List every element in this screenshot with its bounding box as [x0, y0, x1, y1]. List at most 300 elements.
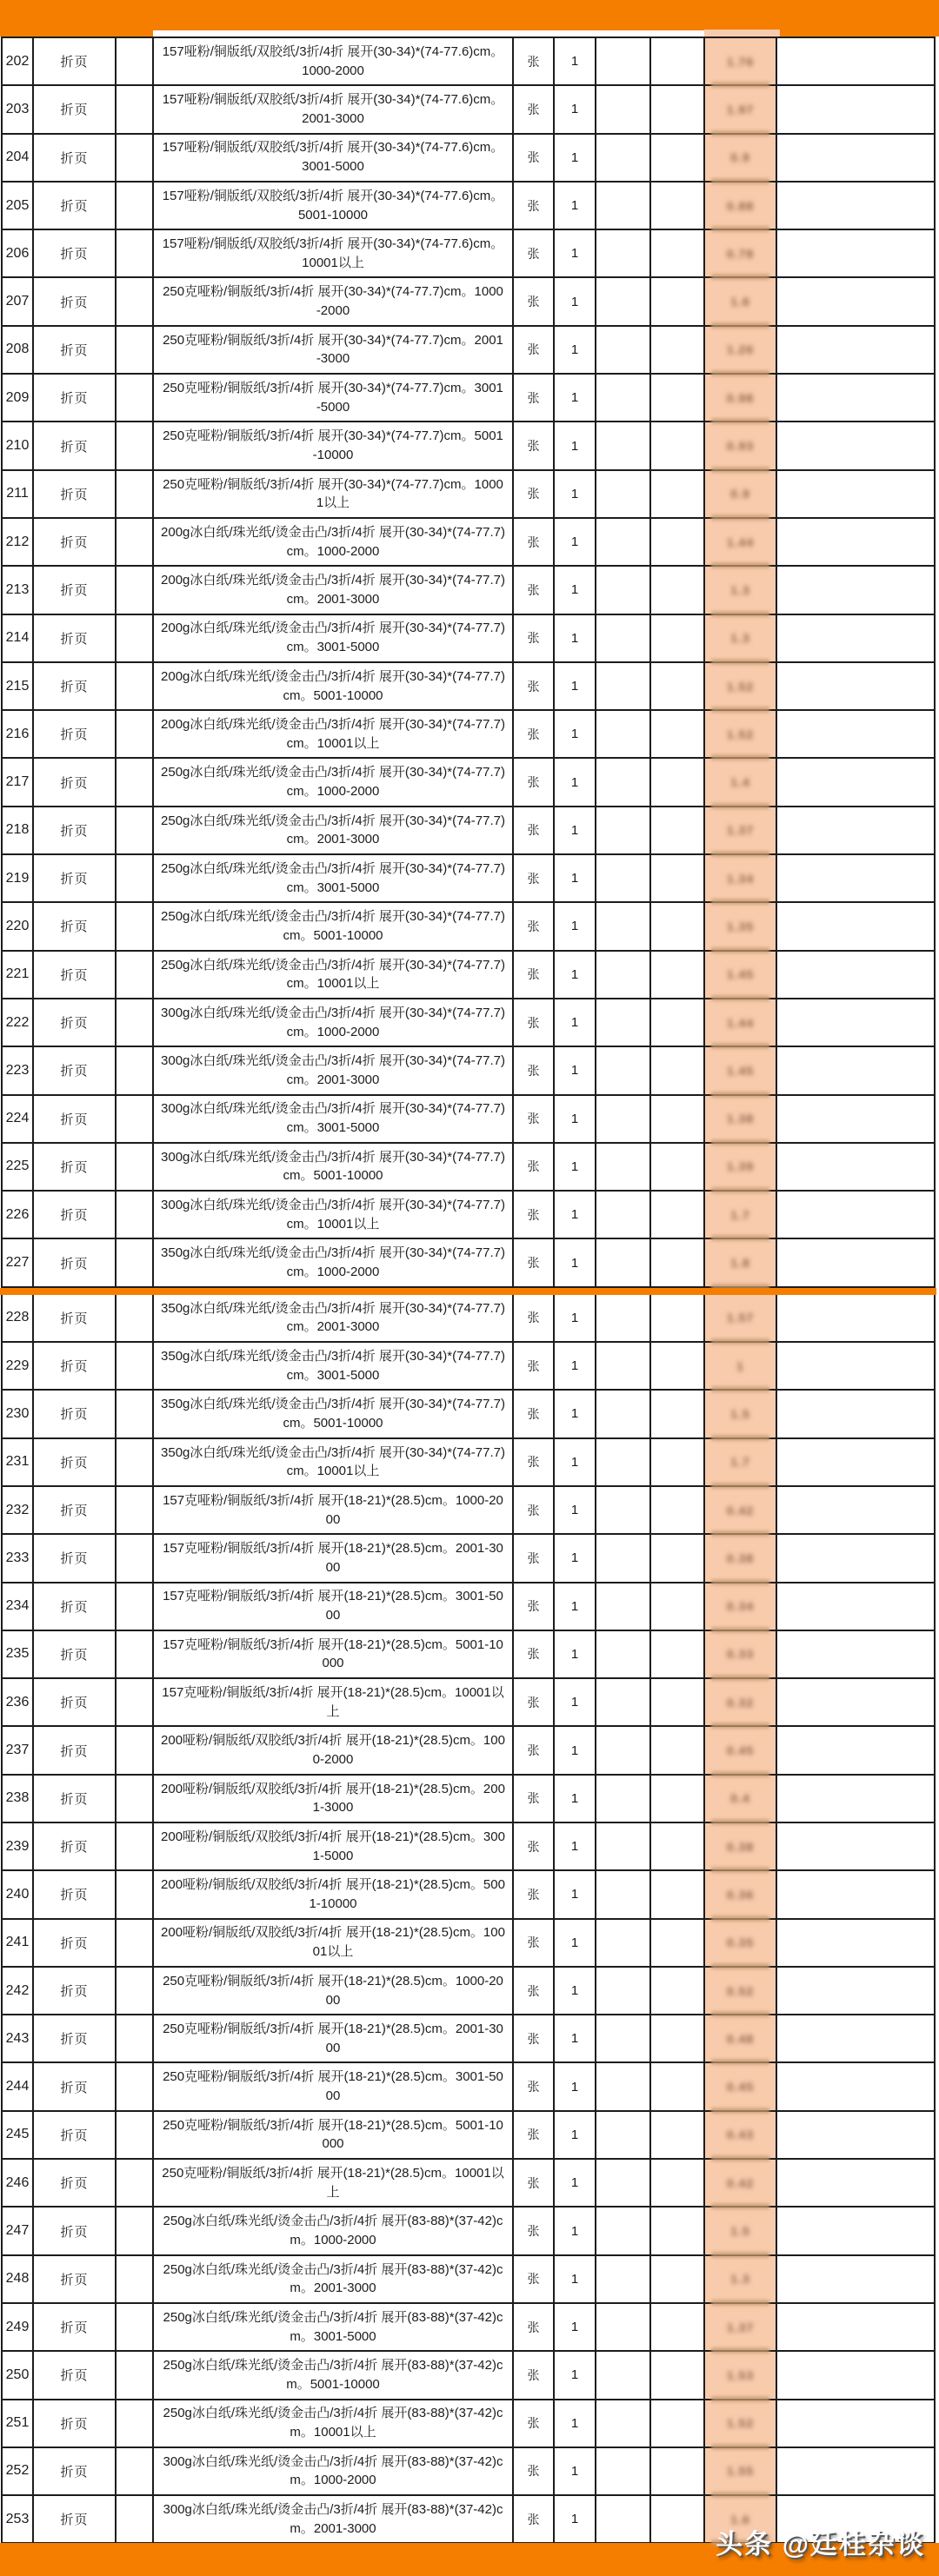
empty-cell: [117, 2496, 154, 2542]
quantity-cell: 1: [555, 2496, 596, 2542]
quantity-cell: 1: [555, 1583, 596, 1630]
price-mosaic-smudge: [711, 1915, 769, 1922]
empty-cell: [596, 2304, 651, 2350]
price-text-blurred: 1.5: [730, 1406, 750, 1421]
price-cell: [705, 2160, 777, 2206]
table-row: [3, 1144, 934, 1192]
empty-cell: [777, 1871, 934, 1917]
category-cell: 折页: [34, 855, 117, 901]
price-mosaic-smudge: [711, 1627, 769, 1633]
empty-cell: [651, 2112, 705, 2158]
table-row: [3, 1583, 934, 1631]
row-number-cell: 242: [3, 1968, 34, 2014]
row-number-cell: 217: [3, 759, 34, 805]
price-mosaic-smudge: [711, 467, 769, 473]
empty-cell: [777, 519, 934, 565]
unit-cell: 张: [514, 1776, 555, 1822]
empty-cell: [777, 375, 934, 421]
description-text: 200g冰白纸/珠光纸/烫金击凸/3折/4折 展开(30-34)*(74-77.7)cm。3001-5000: [161, 621, 505, 655]
price-mosaic-smudge: [711, 1771, 769, 1777]
category-cell: 折页: [34, 1047, 117, 1093]
empty-cell: [596, 999, 651, 1046]
quantity-cell: 1: [555, 2112, 596, 2158]
price-mosaic-smudge: [711, 1867, 769, 1873]
price-text-blurred: 0.52: [726, 1983, 755, 1998]
description-text: 300g冰白纸/珠光纸/烫金击凸/3折/4折 展开(83-88)*(37-42)cm。1000-2000: [163, 2453, 503, 2488]
empty-cell: [651, 135, 705, 181]
description-text: 250g冰白纸/珠光纸/烫金击凸/3折/4折 展开(83-88)*(37-42)cm。10001以上: [163, 2406, 503, 2440]
quantity-cell: 1: [555, 1343, 596, 1389]
empty-cell: [596, 2160, 651, 2206]
price-mosaic-smudge: [711, 1723, 769, 1729]
description-text: 300g冰白纸/珠光纸/烫金击凸/3折/4折 展开(83-88)*(37-42)cm。2001-3000: [163, 2502, 503, 2536]
description-text: 350g冰白纸/珠光纸/烫金击凸/3折/4折 展开(30-34)*(74-77.7)cm。10001以上: [161, 1444, 505, 1479]
price-cell: [705, 2448, 777, 2494]
unit-cell: 张: [514, 1096, 555, 1142]
price-text-blurred: 0.35: [726, 1935, 755, 1950]
price-cell: [705, 1439, 777, 1485]
quantity-cell: 1: [555, 1487, 596, 1533]
price-text-blurred: 1.52: [726, 2416, 755, 2431]
quantity-cell: 1: [555, 327, 596, 373]
empty-cell: [596, 2448, 651, 2494]
row-number-cell: 232: [3, 1487, 34, 1533]
row-number-cell: 209: [3, 375, 34, 421]
row-number-cell: 212: [3, 519, 34, 565]
description-cell: [154, 1439, 514, 1485]
empty-cell: [596, 2112, 651, 2158]
description-text: 350g冰白纸/珠光纸/烫金击凸/3折/4折 展开(30-34)*(74-77.7)cm。2001-3000: [161, 1300, 505, 1335]
category-cell: 折页: [34, 1487, 117, 1533]
quantity-cell: 1: [555, 1631, 596, 1677]
empty-cell: [777, 183, 934, 229]
category-cell: 折页: [34, 1096, 117, 1142]
price-text-blurred: 0.88: [726, 198, 755, 213]
empty-cell: [117, 2256, 154, 2302]
description-cell: [154, 183, 514, 229]
price-text-blurred: 1.45: [726, 1063, 755, 1078]
description-text: 250g冰白纸/珠光纸/烫金击凸/3折/4折 展开(83-88)*(37-42)cm。1000-2000: [163, 2214, 503, 2247]
row-number-cell: 253: [3, 2496, 34, 2542]
empty-cell: [117, 2112, 154, 2158]
empty-cell: [596, 278, 651, 324]
category-cell: 折页: [34, 86, 117, 132]
price-text-blurred: 1.44: [726, 534, 755, 549]
description-cell: [154, 711, 514, 757]
price-mosaic-smudge: [711, 370, 769, 376]
price-text-blurred: 0.38: [726, 1839, 755, 1854]
empty-cell: [777, 1144, 934, 1190]
quantity-cell: 1: [555, 375, 596, 421]
price-mosaic-smudge: [711, 803, 769, 809]
unit-cell: 张: [514, 1295, 555, 1341]
empty-cell: [117, 615, 154, 661]
quantity-cell: 1: [555, 807, 596, 853]
price-mosaic-smudge: [711, 2300, 769, 2306]
row-number-cell: 227: [3, 1239, 34, 1285]
price-text-blurred: 1.57: [726, 1311, 755, 1325]
price-cell: [705, 1535, 777, 1581]
empty-cell: [777, 2448, 934, 2494]
price-cell: [705, 2352, 777, 2398]
empty-cell: [117, 471, 154, 517]
category-cell: 折页: [34, 38, 117, 84]
price-text-blurred: 1.52: [726, 679, 755, 694]
quantity-cell: 1: [555, 471, 596, 517]
empty-cell: [651, 1144, 705, 1190]
category-cell: 折页: [34, 1631, 117, 1677]
empty-cell: [651, 38, 705, 84]
category-cell: 折页: [34, 327, 117, 373]
description-text: 157克哑粉/铜版纸/3折/4折 展开(18-21)*(28.5)cm。2001-3000: [163, 1541, 503, 1575]
table-row: [3, 278, 934, 326]
category-cell: 折页: [34, 1239, 117, 1285]
category-cell: 折页: [34, 1192, 117, 1238]
unit-cell: 张: [514, 1968, 555, 2014]
unit-cell: 张: [514, 1823, 555, 1869]
description-cell: [154, 1487, 514, 1533]
category-cell: 折页: [34, 278, 117, 324]
empty-cell: [117, 1776, 154, 1822]
empty-cell: [651, 1343, 705, 1389]
unit-cell: 张: [514, 1439, 555, 1485]
empty-cell: [651, 1727, 705, 1773]
category-cell: 折页: [34, 1535, 117, 1581]
unit-cell: 张: [514, 183, 555, 229]
price-text-blurred: 1.6: [730, 295, 750, 309]
empty-cell: [777, 1535, 934, 1581]
unit-cell: 张: [514, 422, 555, 468]
table-row: [3, 1535, 934, 1583]
row-number-cell: 237: [3, 1727, 34, 1773]
price-mosaic-smudge: [711, 1092, 769, 1098]
price-cell: [705, 1144, 777, 1190]
row-number-cell: 230: [3, 1391, 34, 1437]
row-number-cell: 216: [3, 711, 34, 757]
quantity-cell: 1: [555, 230, 596, 276]
empty-cell: [777, 1920, 934, 1966]
empty-cell: [651, 567, 705, 613]
empty-cell: [596, 1679, 651, 1725]
category-cell: 折页: [34, 135, 117, 181]
price-mosaic-smudge: [711, 659, 769, 665]
watermark-text: 头条 @廷桂杂谈: [716, 2529, 925, 2559]
empty-cell: [651, 1239, 705, 1285]
price-cell: [705, 615, 777, 661]
description-text: 250g冰白纸/珠光纸/烫金击凸/3折/4折 展开(30-34)*(74-77.7)cm。1000-2000: [161, 765, 505, 800]
price-mosaic-smudge: [711, 1530, 769, 1537]
price-mosaic-smudge: [711, 1043, 769, 1049]
quantity-cell: 1: [555, 1439, 596, 1485]
empty-cell: [117, 2400, 154, 2447]
description-text: 300g冰白纸/珠光纸/烫金击凸/3折/4折 展开(30-34)*(74-77.7)cm。2001-3000: [161, 1053, 505, 1087]
category-cell: 折页: [34, 1776, 117, 1822]
empty-cell: [596, 2208, 651, 2254]
price-mosaic-smudge: [711, 274, 769, 280]
row-number-cell: 231: [3, 1439, 34, 1485]
quantity-cell: 1: [555, 2352, 596, 2398]
empty-cell: [596, 1535, 651, 1581]
empty-cell: [777, 1679, 934, 1725]
category-cell: 折页: [34, 422, 117, 468]
price-mosaic-smudge: [711, 178, 769, 184]
empty-cell: [651, 183, 705, 229]
description-text: 250g冰白纸/珠光纸/烫金击凸/3折/4折 展开(30-34)*(74-77.7)cm。10001以上: [161, 957, 505, 992]
empty-cell: [777, 1239, 934, 1285]
empty-cell: [596, 807, 651, 853]
table-row: [3, 1487, 934, 1535]
empty-cell: [777, 952, 934, 998]
empty-cell: [117, 519, 154, 565]
category-cell: 折页: [34, 711, 117, 757]
price-cell: [705, 807, 777, 853]
price-cell: [705, 1343, 777, 1389]
price-mosaic-smudge: [711, 754, 769, 760]
table-row: [3, 2208, 934, 2255]
price-mosaic-smudge: [711, 899, 769, 905]
row-number-cell: 204: [3, 135, 34, 181]
empty-cell: [596, 903, 651, 949]
quantity-cell: 1: [555, 2400, 596, 2447]
category-cell: 折页: [34, 903, 117, 949]
description-cell: [154, 615, 514, 661]
price-text-blurred: 0.42: [726, 2175, 755, 2190]
description-cell: [154, 2063, 514, 2109]
price-mosaic-smudge: [711, 2492, 769, 2498]
description-cell: [154, 327, 514, 373]
table-row: [3, 2063, 934, 2111]
price-text-blurred: 1.35: [726, 919, 755, 933]
unit-cell: 张: [514, 2208, 555, 2254]
empty-cell: [651, 2400, 705, 2447]
price-text-blurred: 0.33: [726, 1647, 755, 1662]
row-number-cell: 219: [3, 855, 34, 901]
unit-cell: 张: [514, 2063, 555, 2109]
price-text-blurred: 1.53: [726, 2367, 755, 2382]
price-cell: [705, 1871, 777, 1917]
unit-cell: 张: [514, 1631, 555, 1677]
empty-cell: [596, 327, 651, 373]
description-cell: [154, 1144, 514, 1190]
quantity-cell: 1: [555, 86, 596, 132]
empty-cell: [777, 422, 934, 468]
quantity-cell: 1: [555, 615, 596, 661]
description-text: 157克哑粉/铜版纸/3折/4折 展开(18-21)*(28.5)cm。1000-2000: [163, 1492, 503, 1527]
empty-cell: [651, 759, 705, 805]
category-cell: 折页: [34, 1391, 117, 1437]
description-text: 250克哑粉/铜版纸/3折/4折 展开(30-34)*(74-77.7)cm。1000-2000: [163, 284, 503, 319]
empty-cell: [117, 86, 154, 132]
price-text-blurred: 1.5: [730, 2224, 750, 2238]
empty-cell: [596, 615, 651, 661]
price-text-blurred: 0.34: [726, 1599, 755, 1614]
empty-cell: [777, 2015, 934, 2061]
description-cell: [154, 567, 514, 613]
category-cell: 折页: [34, 1727, 117, 1773]
price-text-blurred: 1.4: [730, 775, 750, 790]
table-row: [3, 1192, 934, 1239]
empty-cell: [777, 567, 934, 613]
unit-cell: 张: [514, 2256, 555, 2302]
price-cell: [705, 519, 777, 565]
empty-cell: [117, 2304, 154, 2350]
price-text-blurred: 1.7: [730, 1455, 750, 1470]
empty-cell: [651, 1096, 705, 1142]
empty-cell: [117, 1096, 154, 1142]
empty-cell: [777, 38, 934, 84]
category-cell: 折页: [34, 2352, 117, 2398]
row-number-cell: 235: [3, 1631, 34, 1677]
empty-cell: [777, 1968, 934, 2014]
empty-cell: [777, 2352, 934, 2398]
quantity-cell: 1: [555, 759, 596, 805]
description-text: 300g冰白纸/珠光纸/烫金击凸/3折/4折 展开(30-34)*(74-77.7)cm。5001-10000: [161, 1149, 505, 1184]
description-text: 200哑粉/铜版纸/双胶纸/3折/4折 展开(18-21)*(28.5)cm。10001以上: [161, 1925, 505, 1960]
empty-cell: [117, 1487, 154, 1533]
empty-cell: [651, 1920, 705, 1966]
category-cell: 折页: [34, 2160, 117, 2206]
price-mosaic-smudge: [711, 418, 769, 424]
table-row: [3, 567, 934, 614]
price-cell: [705, 135, 777, 181]
quantity-cell: 1: [555, 1871, 596, 1917]
price-table: [1, 37, 936, 2544]
empty-cell: [651, 278, 705, 324]
empty-cell: [596, 1583, 651, 1630]
description-cell: [154, 1679, 514, 1725]
category-cell: 折页: [34, 375, 117, 421]
orange-group-separator: [0, 1288, 936, 1295]
empty-cell: [777, 2256, 934, 2302]
category-cell: 折页: [34, 2448, 117, 2494]
empty-cell: [651, 519, 705, 565]
description-cell: [154, 2448, 514, 2494]
empty-cell: [117, 2352, 154, 2398]
description-cell: [154, 807, 514, 853]
price-text-blurred: 1.34: [726, 871, 755, 886]
unit-cell: 张: [514, 327, 555, 373]
empty-cell: [117, 1727, 154, 1773]
price-cell: [705, 1583, 777, 1630]
quantity-cell: 1: [555, 1776, 596, 1822]
category-cell: 折页: [34, 807, 117, 853]
description-text: 200g冰白纸/珠光纸/烫金击凸/3折/4折 展开(30-34)*(74-77.7)cm。2001-3000: [161, 573, 505, 607]
table-row: [3, 759, 934, 807]
empty-cell: [117, 807, 154, 853]
empty-cell: [777, 711, 934, 757]
empty-cell: [651, 1192, 705, 1238]
description-text: 200哑粉/铜版纸/双胶纸/3折/4折 展开(18-21)*(28.5)cm。3001-5000: [161, 1829, 505, 1863]
description-cell: [154, 1727, 514, 1773]
category-cell: 折页: [34, 1583, 117, 1630]
price-mosaic-smudge: [711, 1483, 769, 1489]
empty-cell: [596, 855, 651, 901]
empty-cell: [117, 1144, 154, 1190]
empty-cell: [117, 567, 154, 613]
quantity-cell: 1: [555, 1096, 596, 1142]
quantity-cell: 1: [555, 2015, 596, 2061]
table-row: [3, 2160, 934, 2208]
quantity-cell: 1: [555, 855, 596, 901]
empty-cell: [777, 2112, 934, 2158]
empty-cell: [777, 135, 934, 181]
row-number-cell: 240: [3, 1871, 34, 1917]
table-row: [3, 615, 934, 663]
quantity-cell: 1: [555, 1295, 596, 1341]
unit-cell: 张: [514, 2304, 555, 2350]
unit-cell: 张: [514, 1192, 555, 1238]
empty-cell: [651, 2160, 705, 2206]
description-cell: [154, 1631, 514, 1677]
description-cell: [154, 1192, 514, 1238]
row-number-cell: 246: [3, 2160, 34, 2206]
price-mosaic-smudge: [711, 1675, 769, 1681]
empty-cell: [596, 38, 651, 84]
description-text: 250克哑粉/铜版纸/3折/4折 展开(18-21)*(28.5)cm。2001-3000: [163, 2022, 503, 2055]
unit-cell: 张: [514, 375, 555, 421]
price-mosaic-smudge: [711, 2108, 769, 2114]
empty-cell: [117, 327, 154, 373]
price-mosaic-smudge: [711, 2252, 769, 2258]
description-cell: [154, 759, 514, 805]
empty-cell: [117, 1343, 154, 1389]
price-text-blurred: 1.97: [726, 102, 755, 116]
quantity-cell: 1: [555, 1239, 596, 1285]
price-cell: [705, 1968, 777, 2014]
quantity-cell: 1: [555, 1727, 596, 1773]
row-number-cell: 214: [3, 615, 34, 661]
price-cell: [705, 1487, 777, 1533]
description-cell: [154, 1239, 514, 1285]
quantity-cell: 1: [555, 183, 596, 229]
empty-cell: [596, 1920, 651, 1966]
unit-cell: 张: [514, 2112, 555, 2158]
empty-cell: [651, 86, 705, 132]
empty-cell: [777, 1096, 934, 1142]
empty-cell: [777, 1583, 934, 1630]
empty-cell: [651, 807, 705, 853]
empty-cell: [596, 1239, 651, 1285]
row-number-cell: 215: [3, 663, 34, 709]
table-row: [3, 2400, 934, 2448]
price-mosaic-smudge: [711, 995, 769, 1001]
unit-cell: 张: [514, 1727, 555, 1773]
table-row: [3, 2304, 934, 2352]
empty-cell: [596, 422, 651, 468]
category-cell: 折页: [34, 230, 117, 276]
category-cell: 折页: [34, 2015, 117, 2061]
description-text: 250克哑粉/铜版纸/3折/4折 展开(30-34)*(74-77.7)cm。3001-5000: [163, 380, 503, 415]
description-cell: [154, 2400, 514, 2447]
empty-cell: [651, 1487, 705, 1533]
description-text: 157克哑粉/铜版纸/3折/4折 展开(18-21)*(28.5)cm。3001-5000: [163, 1589, 503, 1623]
description-text: 157哑粉/铜版纸/双胶纸/3折/4折 展开(30-34)*(74-77.6)cm。2001-3000: [162, 92, 504, 126]
description-text: 157哑粉/铜版纸/双胶纸/3折/4折 展开(30-34)*(74-77.6)cm。10001以上: [162, 236, 504, 270]
empty-cell: [117, 183, 154, 229]
price-text-blurred: 0.45: [726, 1743, 755, 1758]
empty-cell: [117, 1631, 154, 1677]
empty-cell: [651, 1631, 705, 1677]
description-cell: [154, 1343, 514, 1389]
row-number-cell: 221: [3, 952, 34, 998]
empty-cell: [596, 230, 651, 276]
table-row: [3, 86, 934, 134]
description-text: 250g冰白纸/珠光纸/烫金击凸/3折/4折 展开(30-34)*(74-77.7)cm。3001-5000: [161, 860, 505, 895]
category-cell: 折页: [34, 999, 117, 1046]
empty-cell: [117, 2208, 154, 2254]
quantity-cell: 1: [555, 999, 596, 1046]
description-text: 300g冰白纸/珠光纸/烫金击凸/3折/4折 展开(30-34)*(74-77.7)cm。3001-5000: [161, 1101, 505, 1136]
